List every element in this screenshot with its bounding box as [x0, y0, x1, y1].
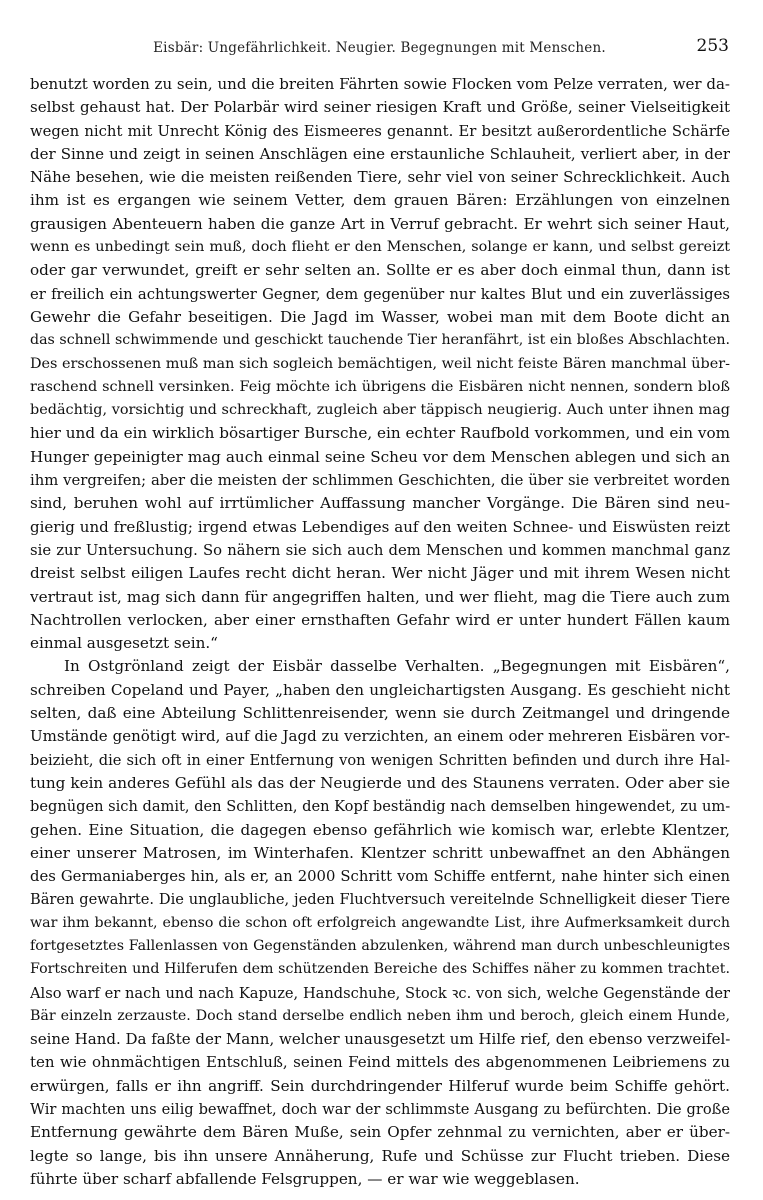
- text-line: selten, daß eine Abteilung Schlittenreisender, wenn sie durch Zeitmangel und dringende: [30, 704, 730, 723]
- text-line: schreiben Copeland und Payer, „haben den ungleichartigsten Ausgang. Es geschieht nicht: [30, 680, 730, 699]
- text-line: fortgesetztes Fallenlassen von Gegenständen abzulenken, während man durch unbeschleunigtes: [30, 937, 730, 954]
- text-line: hier und da ein wirklich bösartiger Bursche, ein echter Raufbold vorkommen, und ein vom: [30, 424, 730, 443]
- text-line: Gewehr die Gefahr beseitigen. Die Jagd im Wasser, wobei man mit dem Boote dicht an: [30, 307, 730, 326]
- text-line: oder gar verwundet, greift er sehr selten an. Sollte er es aber doch einmal thun, dann ist: [30, 261, 730, 280]
- text-line: Bären gewahrte. Die unglaubliche, jeden Fluchtversuch vereitelnde Schnelligkeit dieser Tiere: [30, 891, 730, 909]
- text-line: benutzt worden zu sein, und die breiten Fährten sowie Flocken vom Pelze verraten, wer da-: [30, 75, 730, 93]
- text-line: Wir machten uns eilig bewaffnet, doch war der schlimmste Ausgang zu befürchten. Die große: [30, 1101, 730, 1119]
- text-line: erwürgen, falls er ihn angriff. Sein durchdringender Hilferuf wurde beim Schiffe gehört.: [30, 1076, 730, 1095]
- text-line: In Ostgrönland zeigt der Eisbär dasselbe Verhalten. „Begegnungen mit Eisbären“,: [64, 657, 730, 676]
- text-line: ihm vergreifen; aber die meisten der schlimmen Geschichten, die über sie verbreitet worden: [30, 472, 730, 490]
- text-line: ten wie ohnmächtigen Entschluß, seinen Feind mittels des abgenommenen Leibriemens zu: [30, 1053, 730, 1072]
- text-line: seine Hand. Da faßte der Mann, welcher unausgesetzt um Hilfe rief, den ebenso verzweifel-: [30, 1030, 730, 1049]
- text-line: beizieht, die sich oft in einer Entfernung von wenigen Schritten befinden und durch ihre Hal-: [30, 751, 730, 769]
- text-line: Fortschreiten und Hilferufen dem schützenden Bereiche des Schiffes näher zu kommen trachtet.: [30, 961, 730, 978]
- text-line: gierig und freßlustig; irgend etwas Lebendiges auf den weiten Schnee- und Eiswüsten reizt: [30, 517, 730, 536]
- text-line: Des erschossenen muß man sich sogleich bemächtigen, weil nicht feiste Bären manchmal über-: [30, 355, 730, 372]
- text-line: war ihm bekannt, ebenso die schon oft erfolgreich angewandte List, ihre Aufmerksamkeit durch: [30, 914, 730, 931]
- text-line: einer unserer Matrosen, im Winterhafen. Klentzer schritt unbewaffnet an den Abhängen: [30, 843, 730, 862]
- text-line: wenn es unbedingt sein muß, doch flieht er den Menschen, solange er kann, und selbst gereizt: [30, 239, 730, 256]
- text-line: bedächtig, vorsichtig und schreckhaft, zugleich aber täppisch neugierig. Auch unter ihnen mag: [30, 402, 730, 419]
- text-line: sie zur Untersuchung. So nähern sie sich auch dem Menschen und kommen manchmal ganz: [30, 541, 730, 559]
- running-head: [30, 36, 729, 66]
- text-line: gehen. Eine Situation, die dagegen ebenso gefährlich wie komisch war, erlebte Klentzer,: [30, 820, 730, 839]
- text-line: legte so lange, bis ihn unsere Annäherung, Rufe und Schüsse zur Flucht trieben. Diese: [30, 1146, 730, 1165]
- text-line: Also warf er nach und nach Kapuze, Handschuhe, Stock ꝛc. von sich, welche Gegenstände der: [30, 984, 730, 1002]
- text-line: Umstände genötigt wird, auf die Jagd zu verzichten, an einem oder mehreren Eisbären vor-: [30, 727, 730, 746]
- body-text: [30, 73, 730, 1191]
- text-line: tung kein anderes Gefühl als das der Neugierde und des Staunens verraten. Oder aber sie: [30, 773, 730, 792]
- text-line: raschend schnell versinken. Feig möchte ich übrigens die Eisbären nicht nennen, sondern bloß: [30, 378, 730, 395]
- text-line: Hunger gepeinigter mag auch einmal seine Scheu vor dem Menschen ablegen und sich an: [30, 447, 730, 466]
- text-line: der Sinne und zeigt in seinen Anschlägen eine erstaunliche Schlauheit, verliert aber, in der: [30, 144, 730, 163]
- text-line: selbst gehaust hat. Der Polarbär wird seiner riesigen Kraft und Größe, seiner Vielseitigkeit: [30, 98, 730, 117]
- text-line: vertraut ist, mag sich dann für angegriffen halten, und wer flieht, mag die Tiere auch zum: [30, 587, 730, 606]
- text-line: er freilich ein achtungswerter Gegner, dem gegenüber nur kaltes Blut und ein zuverlässiges: [30, 285, 730, 303]
- text-line: Bär einzeln zerzauste. Doch stand derselbe endlich neben ihm und beroch, gleich einem Hunde,: [30, 1007, 730, 1024]
- text-line: grausigen Abenteuern haben die ganze Art in Verruf gebracht. Er wehrt sich seiner Haut,: [30, 214, 730, 233]
- text-line: einmal ausgesetzt sein.“: [30, 634, 218, 653]
- text-line: wegen nicht mit Unrecht König des Eismeeres genannt. Er besitzt außerordentliche Schärfe: [30, 122, 730, 140]
- text-line: ihm ist es ergangen wie seinem Vetter, dem grauen Bären: Erzählungen von einzelnen: [30, 191, 730, 210]
- text-line: des Germaniaberges hin, als er, an 2000 Schritt vom Schiffe entfernt, nahe hinter sich einen: [30, 868, 730, 886]
- text-line: Nähe besehen, wie die meisten reißenden Tiere, sehr viel von seiner Schrecklichkeit. Auch: [30, 168, 730, 187]
- running-title: Eisbär: Ungefährlichkeit. Neugier. Begegnungen mit Menschen.: [153, 40, 606, 56]
- text-line: sind, beruhen wohl auf irrtümlicher Auffassung mancher Vorgänge. Die Bären sind neu-: [30, 494, 730, 513]
- text-line: das schnell schwimmende und geschickt tauchende Tier heranfährt, ist ein bloßes Abschlachten.: [30, 332, 730, 349]
- text-line: führte über scharf abfallende Felsgruppen, — er war wie weggeblasen.: [30, 1169, 580, 1188]
- page-number: 253: [696, 36, 729, 56]
- text-line: Nachtrollen verlocken, aber einer ernsthaften Gefahr wird er unter hundert Fällen kaum: [30, 610, 730, 629]
- text-line: begnügen sich damit, den Schlitten, den Kopf beständig nach demselben hingewendet, zu um-: [30, 798, 730, 816]
- text-line: Entfernung gewährte dem Bären Muße, sein Opfer zehnmal zu vernichten, aber er über-: [30, 1123, 730, 1142]
- text-line: dreist selbst eiligen Laufes recht dicht heran. Wer nicht Jäger und mit ihrem Wesen nicht: [30, 564, 730, 583]
